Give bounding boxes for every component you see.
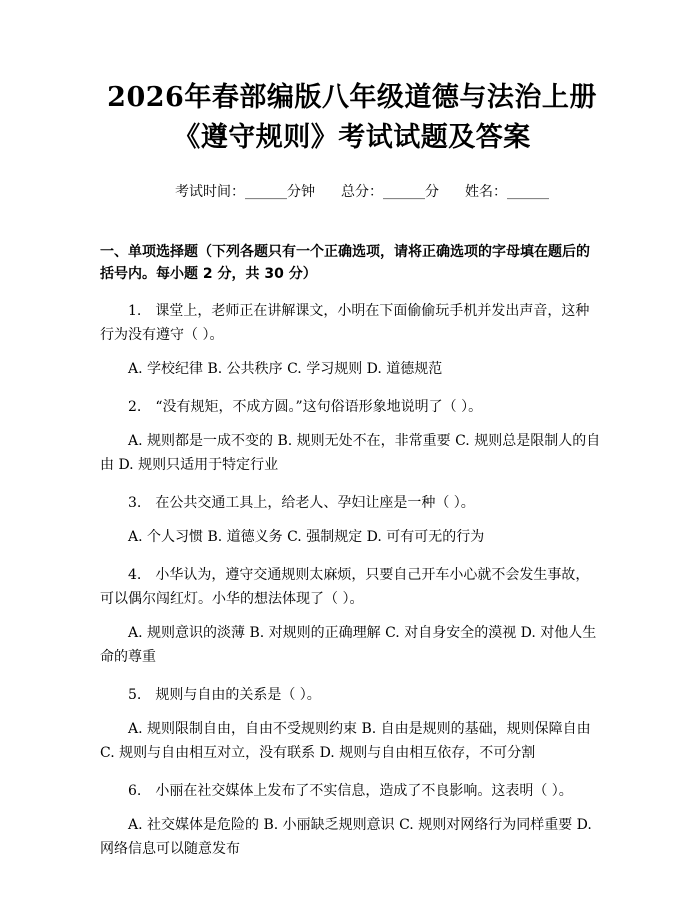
question-options: A. 规则都是一成不变的 B. 规则无处不在，非常重要 C. 规则总是限制人的自由 D. 规则只适用于特定行业 (100, 433, 601, 473)
question-options: A. 规则限制自由，自由不受规则约束 B. 自由是规则的基础，规则保障自由 C. 规则与自由相互对立，没有联系 D. 规则与自由相互依存，不可分割 (100, 721, 591, 761)
student-name: 姓名：______ (465, 184, 549, 200)
question-options: A. 社交媒体是危险的 B. 小丽缺乏规则意识 C. 规则对网络行为同样重要 D. 网络信息可以随意发布 (100, 817, 592, 857)
page-title: 2026年春部编版八年级道德与法治上册《遵守规则》考试试题及答案 (107, 82, 597, 153)
question-stem: 6. 小丽在社交媒体上发布了不实信息，造成了不良影响。这表明（ ）。 (128, 783, 573, 799)
total-score: 总分：______分 (341, 184, 439, 200)
question-stem: 2. “没有规矩，不成方圆。”这句俗语形象地说明了（ ）。 (128, 399, 483, 415)
section-heading-single-choice: 一、单项选择题（下列各题只有一个正确选项，请将正确选项的字母填在题后的括号内。每小题 2 分，共 30 分） (100, 244, 590, 282)
question-options: A. 个人习惯 B. 道德义务 C. 强制规定 D. 可有可无的行为 (128, 529, 485, 545)
question-stem: 3. 在公共交通工具上，给老人、孕妇让座是一种（ ）。 (128, 495, 475, 511)
question-stem: 4. 小华认为，遵守交通规则太麻烦，只要自己开车小心就不会发生事故，可以偶尔闯红灯。小华的想法体现了（ ）。 (100, 567, 590, 607)
question-stem: 5. 规则与自由的关系是（ ）。 (128, 687, 321, 703)
question-options: A. 学校纪律 B. 公共秩序 C. 学习规则 D. 道德规范 (128, 361, 443, 377)
question-stem: 1. 课堂上，老师正在讲解课文，小明在下面偷偷玩手机并发出声音，这种行为没有遵守（ ）。 (100, 303, 590, 343)
question-list (100, 299, 602, 861)
exam-time: 考试时间：______分钟 (175, 184, 315, 200)
question-options: A. 规则意识的淡薄 B. 对规则的正确理解 C. 对自身安全的漠视 D. 对他人生命的尊重 (100, 625, 597, 665)
exam-info (122, 182, 602, 202)
